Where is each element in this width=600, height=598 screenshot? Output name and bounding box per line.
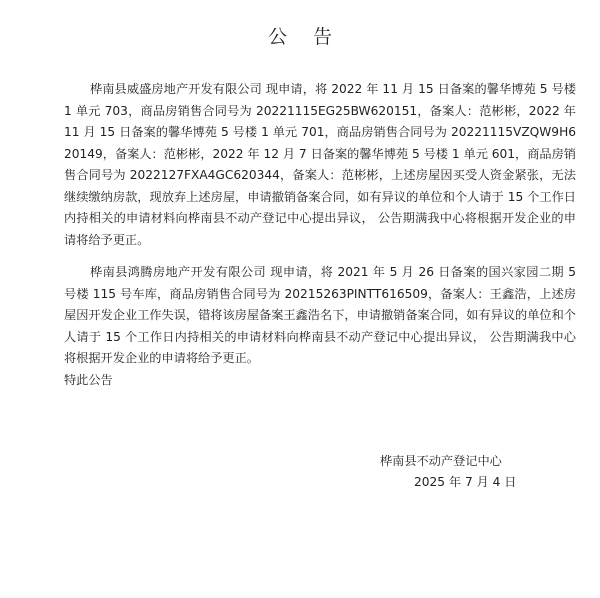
- notice-paragraph-2: 桦南县鸿腾房地产开发有限公司 现申请，将 2021 年 5 月 26 日备案的国兴家园二期 5 号楼 115 号车库，商品房销售合同号为 20215263PINTT616509，备案人：王鑫浩，上述房屋因开发企业工作失误，错将该房屋备案王鑫浩名下，申请撤销备案合同，如有异议的单位和个人请于 15 个工作日内持相关的申请材料向桦南县不动产登记中心提出异议， 公告期满我中心将根据开发企业的申请将给予更正。: [64, 265, 576, 365]
- notice-title: 公 告: [267, 26, 343, 48]
- closing-remark: 特此公告: [64, 373, 113, 387]
- notice-paragraph-1: 桦南县威盛房地产开发有限公司 现申请，将 2022 年 11 月 15 日备案的馨华博苑 5 号楼 1 单元 703，商品房销售合同号为 20221115EG25BW620151，备案人：范彬彬，2022 年 11 月 15 日备案的馨华博苑 5 号楼 1 单元 701，商品房销售合同号为 20221115VZQW9H620149，备案人：范彬彬，2022 年 12 月 7 日备案的馨华博苑 5 号楼 1 单元 601，商品房销售合同号为 2022127FXA4GC620344，备案人：范彬彬，上述房屋因买受人资金紧张，无法继续缴纳房款，现放弃上述房屋，申请撤销备案合同，如有异议的单位和个人请于 15 个工作日内持相关的申请材料向桦南县不动产登记中心提出异议， 公告期满我中心将根据开发企业的申请将给予更正。: [64, 82, 576, 247]
- signature-date: 2025 年 7 月 4 日: [414, 475, 517, 489]
- signature-organization: 桦南县不动产登记中心: [380, 454, 502, 468]
